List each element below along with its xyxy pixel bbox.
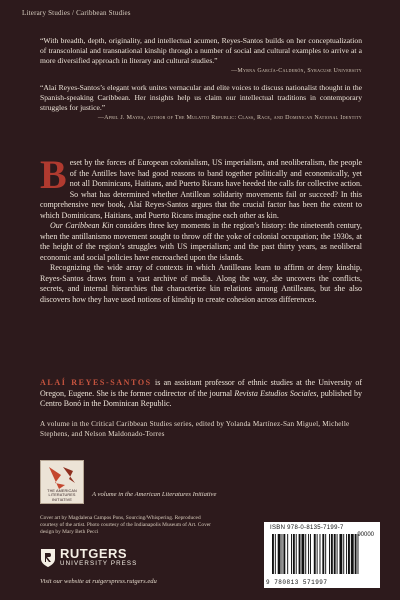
- category-label: Literary Studies / Caribbean Studies: [22, 9, 131, 17]
- blurb-1-quote: “With breadth, depth, originality, and intellectual acumen, Reyes-Santos builds on her conceptualization of transcolonial and transnational kinship through a number of social and cultural examples to arrive at a more diversified approach in literary and cultural studies.”: [40, 36, 362, 66]
- barcode-bars: [272, 534, 372, 578]
- cover-credits: Cover art by Magdalena Campos Pons, Sourcing/Whispering. Reproduced courtesy of the artist. Photo courtesy of the Indianapolis Museum of Art. Cover design by Mary Beth Pecci: [40, 515, 211, 535]
- barcode-area: [264, 522, 380, 588]
- isbn-label: ISBN 978-0-8135-7199-7: [270, 525, 344, 531]
- author-name: ALAÍ REYES-SANTOS: [40, 378, 152, 387]
- author-bio-text-2: , published by Centro Bonó in the Dominican Republic.: [40, 388, 362, 408]
- american-literatures-initiative-logo: [40, 460, 84, 504]
- blurb-1-attribution: —Myrna García-Calderón, Syracuse University: [231, 68, 362, 75]
- publisher-logo: [40, 547, 137, 568]
- publisher-website: Visit our website at rutgerspress.rutgers.edu: [40, 578, 157, 585]
- blurb-2-quote: “Alaí Reyes-Santos’s elegant work unites vernacular and elite voices to discuss nationalist thought in the Spanish-speaking Caribbean. Her insights help us claim our intellectual traditions in contemporary struggles for justice.”: [40, 83, 362, 113]
- ali-logo-text: THE AMERICAN LITERATURES INITIATIVE: [47, 488, 77, 502]
- description-paragraph-2: [40, 221, 362, 263]
- author-bio-text-1: is an assistant professor of ethnic studies at the University of Oregon, Eugene. She is the former codirector of the journal: [40, 378, 362, 398]
- barcode-digits: 9 780813 571997: [266, 579, 328, 586]
- blurb-2-attribution: —April J. Mayes, author of The Mulatto Republic: Class, Race, and Dominican National Identity: [97, 115, 362, 122]
- publisher-name: [60, 547, 137, 568]
- drop-cap: B: [40, 152, 67, 197]
- blurb-2: [40, 83, 362, 123]
- author-bio: [40, 378, 362, 410]
- book-title-italic: Our Caribbean Kin: [50, 221, 114, 230]
- description-paragraph-1-text: eset by the forces of European colonialism, US imperialism, and neoliberalism, the people of the Antilles have had good reasons to band together politically and economically, yet not all Dominicans, Haitians, and Puerto Ricans have heeded the calls for collective action. So what has determined whether Antillean solidarity movements fail or succeed? In this comprehensive new book, Alaí Reyes-Santos argues that the crucial factor has been the extent to which Dominicans, Haitians, and Puerto Ricans imagine each other as kin.: [40, 158, 362, 220]
- rutgers-shield-icon: [40, 548, 56, 568]
- description-paragraph-1: [40, 152, 362, 221]
- publisher-name-line-1: RUTGERS: [60, 546, 128, 561]
- journal-title: Revista Estudios Sociales: [234, 388, 317, 398]
- price-code: 90000: [357, 532, 374, 538]
- description-paragraph-3: Recognizing the wide array of contexts in which Antilleans learn to affirm or deny kinship, Reyes-Santos draws from a vast archive of media. Along the way, she uncovers the conflicts, secrets, and internal hierarchies that characterize kin relations among Antilleans, but she also discovers how they have used notions of kinship to create cohesion across differences.: [40, 263, 362, 304]
- book-description: [40, 152, 362, 305]
- ali-caption: A volume in the American Literatures Initiative: [92, 491, 217, 498]
- blurb-1: [40, 36, 362, 76]
- publisher-name-line-2: UNIVERSITY PRESS: [60, 560, 138, 567]
- description-paragraph-2-text: considers three key moments in the region’s history: the nineteenth century, when the antillanismo movement sought to throw off the yoke of colonial occupation; the 1930s, at the height of the region’s struggles with US imperialism; and the past thirty years, as neoliberal economic and social policies have encroached upon the islands.: [40, 221, 362, 262]
- series-note: A volume in the Critical Caribbean Studies series, edited by Yolanda Martínez-San Miguel, Michelle Stephens, and Nelson Maldonado-Torres: [40, 420, 350, 438]
